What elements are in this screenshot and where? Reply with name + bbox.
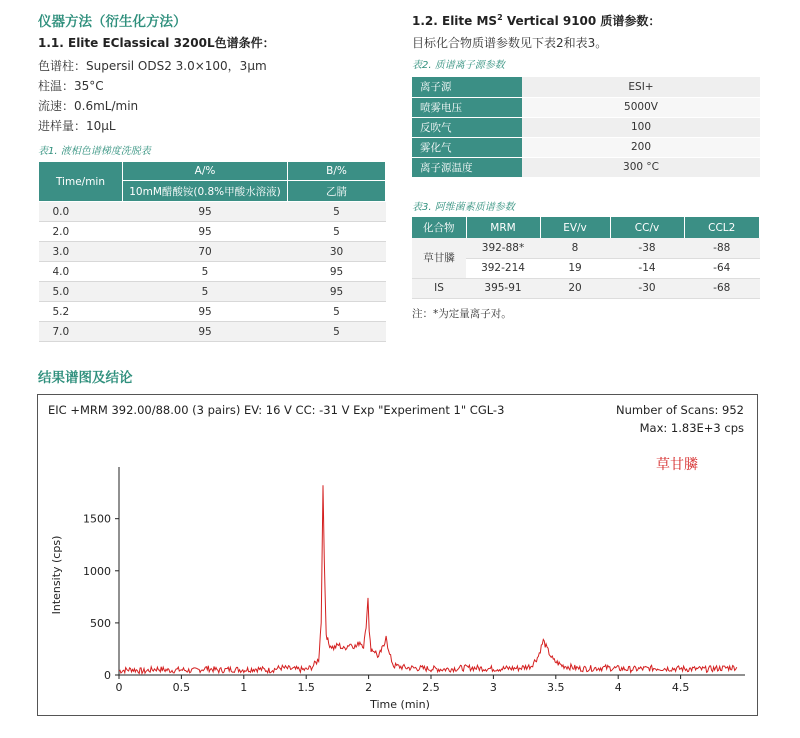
- x-axis-label: Time (min): [370, 698, 430, 711]
- col-header: 化合物: [412, 217, 466, 238]
- cell: 20: [540, 278, 610, 298]
- table-row: [39, 282, 386, 302]
- y-axis-label: Intensity (cps): [50, 535, 63, 615]
- table-row: [412, 137, 760, 157]
- chromatogram-trace: [119, 485, 737, 673]
- param-value: 300 °C: [522, 157, 760, 177]
- injection-line: 进样量：10μL: [38, 119, 116, 133]
- table-row: [39, 322, 386, 342]
- param-value: 5000V: [522, 97, 760, 117]
- x-tick-label: 1.5: [297, 681, 315, 694]
- param-label: 离子源温度: [412, 157, 522, 177]
- col-header: MRM: [466, 217, 540, 238]
- param-label: 喷雾电压: [412, 97, 522, 117]
- chromatogram-chart: [38, 395, 757, 715]
- cell: 5.2: [39, 302, 123, 322]
- cell: 392-88*: [466, 238, 540, 258]
- ms-conditions-heading: [412, 12, 660, 29]
- table-row: [39, 202, 386, 222]
- cell: 5: [288, 222, 386, 242]
- cell: -38: [610, 238, 684, 258]
- cell: 95: [123, 202, 288, 222]
- column-line: 色谱柱：Supersil ODS2 3.0×100，3μm: [38, 59, 267, 73]
- cell: 95: [123, 302, 288, 322]
- cell: 4.0: [39, 262, 123, 282]
- x-tick-label: 2: [365, 681, 373, 694]
- lc-conditions-heading: 1.1. Elite EClassical 3200L色谱条件：: [38, 36, 275, 50]
- ms-heading-sup: 2: [497, 13, 503, 22]
- cell: 95: [288, 282, 386, 302]
- cell: 5.0: [39, 282, 123, 302]
- cell: 5: [123, 262, 288, 282]
- cell: 95: [123, 322, 288, 342]
- max-intensity: Max: 1.83E+3 cps: [639, 421, 744, 435]
- ion-source-table: [412, 77, 760, 178]
- col-subheader-b: 乙腈: [288, 181, 386, 202]
- table-row: [39, 242, 386, 262]
- cell: 2.0: [39, 222, 123, 242]
- col-header-time: Time/min: [39, 162, 123, 202]
- cell: 70: [123, 242, 288, 262]
- cell: 95: [123, 222, 288, 242]
- compound-label: 草甘膦: [656, 457, 698, 473]
- table-row: [412, 238, 760, 258]
- cell: -64: [684, 258, 760, 278]
- col-header-b: B/%: [288, 162, 386, 181]
- x-tick-label: 4.5: [671, 681, 690, 694]
- cell: 30: [288, 242, 386, 262]
- temp-line: 柱温：35°C: [38, 79, 104, 93]
- compound-cell: 草甘膦: [412, 238, 466, 278]
- x-tick-label: 0: [115, 681, 123, 694]
- cell: 395-91: [466, 278, 540, 298]
- x-tick-label: 3.5: [547, 681, 565, 694]
- cell: 5: [288, 322, 386, 342]
- param-value: 100: [522, 117, 760, 137]
- cell: 8: [540, 238, 610, 258]
- param-label: 离子源: [412, 77, 522, 97]
- param-value: ESI+: [522, 77, 760, 97]
- param-label: 反吹气: [412, 117, 522, 137]
- ms-heading-suffix: Vertical 9100 质谱参数：: [502, 14, 661, 28]
- cell: -14: [610, 258, 684, 278]
- axes: [119, 467, 745, 675]
- chromatogram-frame: [37, 394, 758, 716]
- ticks: [83, 513, 689, 694]
- ms-description: 目标化合物质谱参数见下表2和表3。: [412, 36, 608, 50]
- cell: 95: [288, 262, 386, 282]
- cell: -88: [684, 238, 760, 258]
- col-header: CC/v: [610, 217, 684, 238]
- y-tick-label: 1500: [83, 512, 111, 526]
- x-tick-label: 4: [614, 681, 622, 694]
- chart-title: EIC +MRM 392.00/88.00 (3 pairs) EV: 16 V CC: -31 V Exp "Experiment 1" CGL-3: [48, 403, 505, 417]
- ms-param-table: [412, 217, 760, 299]
- table1-caption: 表1. 液相色谱梯度洗脱表: [38, 146, 151, 157]
- cell: 5: [288, 302, 386, 322]
- gradient-table: [38, 161, 386, 342]
- col-header-a: A/%: [123, 162, 288, 181]
- x-tick-label: 0.5: [172, 681, 191, 694]
- y-tick-label: 0: [104, 669, 111, 682]
- number-of-scans: Number of Scans: 952: [615, 403, 744, 417]
- cell: IS: [412, 278, 466, 298]
- table-row: [412, 117, 760, 137]
- col-header: EV/v: [540, 217, 610, 238]
- table3-caption: 表3. 阿维菌素质谱参数: [412, 202, 515, 213]
- table-row: [412, 157, 760, 177]
- section-heading-instrument: 仪器方法（衍生化方法）: [38, 14, 187, 30]
- cell: 5: [123, 282, 288, 302]
- cell: 5: [288, 202, 386, 222]
- table-row: [39, 302, 386, 322]
- table-row: [412, 278, 760, 298]
- col-header: CCL2: [684, 217, 760, 238]
- cell: 3.0: [39, 242, 123, 262]
- x-tick-label: 1: [240, 681, 248, 694]
- cell: 392-214: [466, 258, 540, 278]
- cell: 0.0: [39, 202, 123, 222]
- results-heading: 结果谱图及结论: [38, 370, 133, 386]
- x-tick-label: 3: [489, 681, 497, 694]
- table-row: [412, 77, 760, 97]
- flow-line: 流速：0.6mL/min: [38, 99, 139, 113]
- table-row: [412, 97, 760, 117]
- param-label: 雾化气: [412, 137, 522, 157]
- param-value: 200: [522, 137, 760, 157]
- cell: -30: [610, 278, 684, 298]
- cell: 19: [540, 258, 610, 278]
- cell: 7.0: [39, 322, 123, 342]
- table-row: [39, 222, 386, 242]
- table2-caption: 表2. 质谱离子源参数: [412, 60, 505, 71]
- footnote: 注：*为定量离子对。: [412, 308, 512, 320]
- y-tick-label: 1000: [83, 564, 111, 578]
- x-tick-label: 2.5: [422, 681, 440, 694]
- ms-heading-prefix: 1.2. Elite MS: [412, 14, 498, 28]
- y-tick-label: 500: [90, 616, 111, 630]
- table-row: [39, 262, 386, 282]
- col-subheader-a: 10mM醋酸铵(0.8%甲酸水溶液): [123, 181, 288, 202]
- cell: -68: [684, 278, 760, 298]
